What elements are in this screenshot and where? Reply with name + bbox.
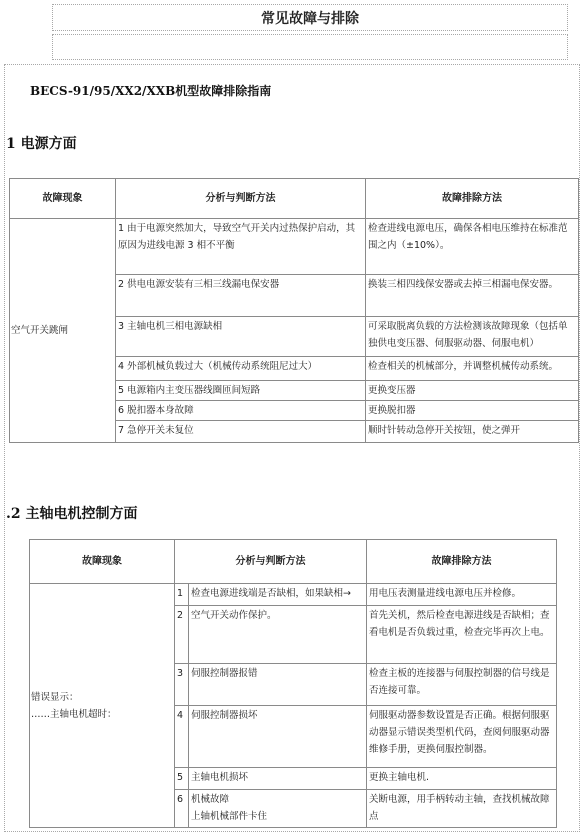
fix-cell: 可采取脱离负载的方法检测该故障现象（包括单独供电变压器、伺服驱动器、伺服电机） — [366, 317, 579, 357]
col-header-fix: 故障排除方法 — [367, 540, 557, 584]
table-row — [30, 584, 557, 606]
row-number: 1 — [175, 584, 189, 606]
section1-heading: 1 电源方面 — [6, 136, 77, 152]
fix-cell: 检查进线电源电压，确保各相电压维持在标准范围之内（±10%）。 — [366, 219, 579, 275]
fix-cell: 伺服驱动器参数设置是否正确。根据伺服驱动器显示错误类型机代码，查阅伺服驱动器维修手册，更换伺服控制器。 — [367, 706, 557, 768]
fix-cell: 更换主轴电机. — [367, 768, 557, 790]
symptom-cell: 错误显示： ……主轴电机超时： — [30, 584, 175, 828]
analysis-cell: 伺服控制器损坏 — [189, 706, 367, 768]
header-spacer-cell — [52, 34, 568, 60]
section1-table — [9, 178, 579, 443]
analysis-cell: 3 主轴电机三相电源缺相 — [116, 317, 366, 357]
analysis-cell: 主轴电机损坏 — [189, 768, 367, 790]
col-header-fix: 故障排除方法 — [366, 179, 579, 219]
fix-cell: 更换变压器 — [366, 381, 579, 401]
symptom-cell: 空气开关跳闸 — [10, 219, 116, 443]
row-number: 5 — [175, 768, 189, 790]
analysis-cell: 机械故障 上轴机械部件卡住 — [189, 790, 367, 828]
row-number: 4 — [175, 706, 189, 768]
analysis-cell: 5 电源箱内主变压器线圈匝间短路 — [116, 381, 366, 401]
row-number: 3 — [175, 664, 189, 706]
col-header-symptom: 故障现象 — [10, 179, 116, 219]
row-number: 2 — [175, 606, 189, 664]
fix-cell: 关断电源，用手柄转动主轴，查找机械故障点 — [367, 790, 557, 828]
analysis-cell: 7 急停开关未复位 — [116, 421, 366, 443]
section2-heading: .2 主轴电机控制方面 — [6, 506, 138, 522]
analysis-cell: 检查电源进线端是否缺相，如果缺相→ — [189, 584, 367, 606]
fix-cell: 检查相关的机械部分，并调整机械传动系统。 — [366, 357, 579, 381]
analysis-cell: 6 脱扣器本身故障 — [116, 401, 366, 421]
analysis-cell: 4 外部机械负载过大（机械传动系统阻尼过大） — [116, 357, 366, 381]
fix-cell: 首先关机，然后检查电源进线是否缺相；查看电机是否负载过重，检查完毕再次上电。 — [367, 606, 557, 664]
col-header-symptom: 故障现象 — [30, 540, 175, 584]
analysis-cell: 伺服控制器报错 — [189, 664, 367, 706]
table-row — [10, 219, 579, 275]
col-header-analysis: 分析与判断方法 — [175, 540, 367, 584]
analysis-cell: 1 由于电源突然加大，导致空气开关内过热保护启动，其原因为进线电源 3 相不平衡 — [116, 219, 366, 275]
document-title: BECS-91/95/XX2/XXB机型故障排除指南 — [30, 84, 272, 98]
section2-table — [29, 539, 557, 828]
fix-cell: 更换脱扣器 — [366, 401, 579, 421]
fix-cell: 换装三相四线保安器或去掉三相漏电保安器。 — [366, 275, 579, 317]
analysis-cell: 空气开关动作保护。 — [189, 606, 367, 664]
col-header-analysis: 分析与判断方法 — [116, 179, 366, 219]
analysis-cell: 2 供电电源安装有三相三线漏电保安器 — [116, 275, 366, 317]
page-title: 常见故障与排除 — [52, 4, 568, 31]
row-number: 6 — [175, 790, 189, 828]
fix-cell: 用电压表测量进线电源电压并检修。 — [367, 584, 557, 606]
fix-cell: 检查主板的连接器与伺服控制器的信号线是否连接可靠。 — [367, 664, 557, 706]
fix-cell: 顺时针转动急停开关按钮，使之弹开 — [366, 421, 579, 443]
